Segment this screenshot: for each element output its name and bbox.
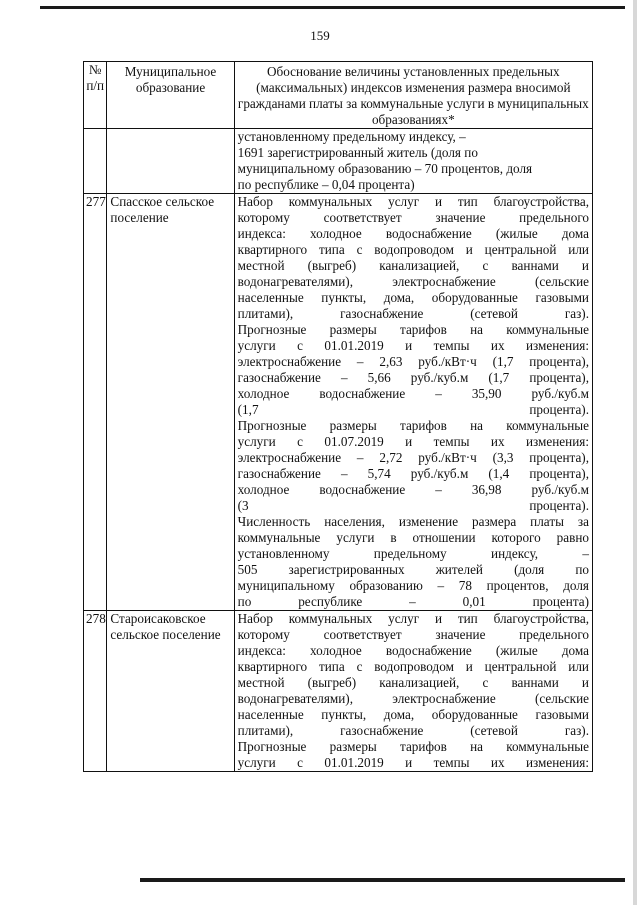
text-line: по республике – 0,04 процента)	[237, 177, 415, 192]
table-row-continuation	[84, 129, 593, 194]
cell-justification	[234, 129, 592, 194]
text-line: местной (выгреб) канализацией, с ваннами и	[237, 675, 589, 690]
scan-artifact-top	[40, 6, 625, 9]
text-line: муниципальному образованию – 70 процентов, доля	[237, 161, 533, 176]
text-line: плитами), газоснабжение (сетевой газ).	[237, 723, 589, 738]
text-line: 505 зарегистрированных жителей (доля по	[237, 562, 589, 577]
text-line: Набор коммунальных услуг и тип благоустройства,	[237, 194, 589, 209]
text-line: электроснабжение – 2,72 руб./кВт·ч (3,3 процента),	[237, 450, 589, 465]
row-number: 277	[84, 194, 107, 611]
text-line: индекса: холодное водоснабжение (жилые дома	[237, 643, 589, 658]
text-line: газоснабжение – 5,66 руб./куб.м (1,7 процента),	[237, 370, 589, 385]
paragraph-tariffs-jan	[238, 739, 589, 771]
paragraph	[238, 129, 589, 193]
table-header-row	[84, 62, 593, 129]
table-row-277	[84, 194, 593, 611]
text-line: услуги с 01.01.2019 и темпы их изменения:	[237, 338, 589, 353]
text-line: индекса: холодное водоснабжение (жилые дома	[237, 226, 589, 241]
text-line: услуги с 01.07.2019 и темпы их изменения:	[237, 434, 589, 449]
text-line: установленному предельному индексу, –	[237, 546, 589, 561]
cell-justification	[234, 611, 592, 772]
scan-artifact-edge	[633, 0, 637, 905]
cell-municipality	[107, 129, 234, 194]
scan-artifact-bottom	[140, 878, 625, 882]
text-line: (3 процента).	[237, 498, 589, 513]
text-line: Набор коммунальных услуг и тип благоустройства,	[237, 611, 589, 626]
text-line: квартирного типа с водопроводом и центральной или	[237, 659, 589, 674]
paragraph-tariffs-jan	[238, 322, 589, 418]
tariff-table	[83, 61, 593, 772]
text-line: 1691 зарегистрированный житель (доля по	[237, 145, 478, 160]
text-line: которому соответствует значение предельного	[237, 627, 589, 642]
text-line: газоснабжение – 5,74 руб./куб.м (1,4 процента),	[237, 466, 589, 481]
paragraph-utilities-set	[238, 194, 589, 322]
municipality-name: Спасское сельское поселение	[107, 194, 234, 611]
text-line: (1,7 процента).	[237, 402, 589, 417]
text-line: которому соответствует значение предельного	[237, 210, 589, 225]
text-line: плитами), газоснабжение (сетевой газ).	[237, 306, 589, 321]
text-line: холодное водоснабжение – 35,90 руб./куб.м	[237, 386, 589, 401]
text-line: Прогнозные размеры тарифов на коммунальные	[237, 739, 589, 754]
paragraph-tariffs-jul	[238, 418, 589, 514]
text-line: квартирного типа с водопроводом и центральной или	[237, 242, 589, 257]
text-line: установленному предельному индексу, –	[237, 129, 466, 144]
text-line: местной (выгреб) канализацией, с ваннами и	[237, 258, 589, 273]
municipality-name: Староисаковское сельское поселение	[107, 611, 234, 772]
text-line: холодное водоснабжение – 36,98 руб./куб.м	[237, 482, 589, 497]
paragraph-utilities-set	[238, 611, 589, 739]
page-number: 159	[310, 28, 330, 43]
text-line: по республике – 0,01 процента)	[237, 594, 589, 609]
text-line: Численность населения, изменение размера платы за	[237, 514, 589, 529]
text-line: услуги с 01.01.2019 и темпы их изменения:	[237, 755, 589, 770]
text-line: населенные пункты, дома, оборудованные газовыми	[237, 707, 589, 722]
text-line: водонагревателями), электроснабжение (сельские	[237, 691, 589, 706]
text-line: электроснабжение – 2,63 руб./кВт·ч (1,7 процента),	[237, 354, 589, 369]
header-municipality: Муниципальное образование	[107, 62, 234, 129]
cell-justification	[234, 194, 592, 611]
text-line: населенные пункты, дома, оборудованные газовыми	[237, 290, 589, 305]
text-line: Прогнозные размеры тарифов на коммунальные	[237, 322, 589, 337]
row-number: 278	[84, 611, 107, 772]
header-justification: Обоснование величины установленных предельных (максимальных) индексов изменения размера вносимой гражданами платы за коммунальные услуги в муниципальных образованиях*	[234, 62, 592, 129]
table-row-278	[84, 611, 593, 772]
paragraph-population	[238, 514, 589, 610]
text-line: муниципальному образованию – 78 процентов, доля	[237, 578, 589, 593]
text-line: водонагревателями), электроснабжение (сельские	[237, 274, 589, 289]
cell-no	[84, 129, 107, 194]
text-line: коммунальные услуги в отношении которого равно	[237, 530, 589, 545]
header-no: № п/п	[84, 62, 107, 129]
text-line: Прогнозные размеры тарифов на коммунальные	[237, 418, 589, 433]
